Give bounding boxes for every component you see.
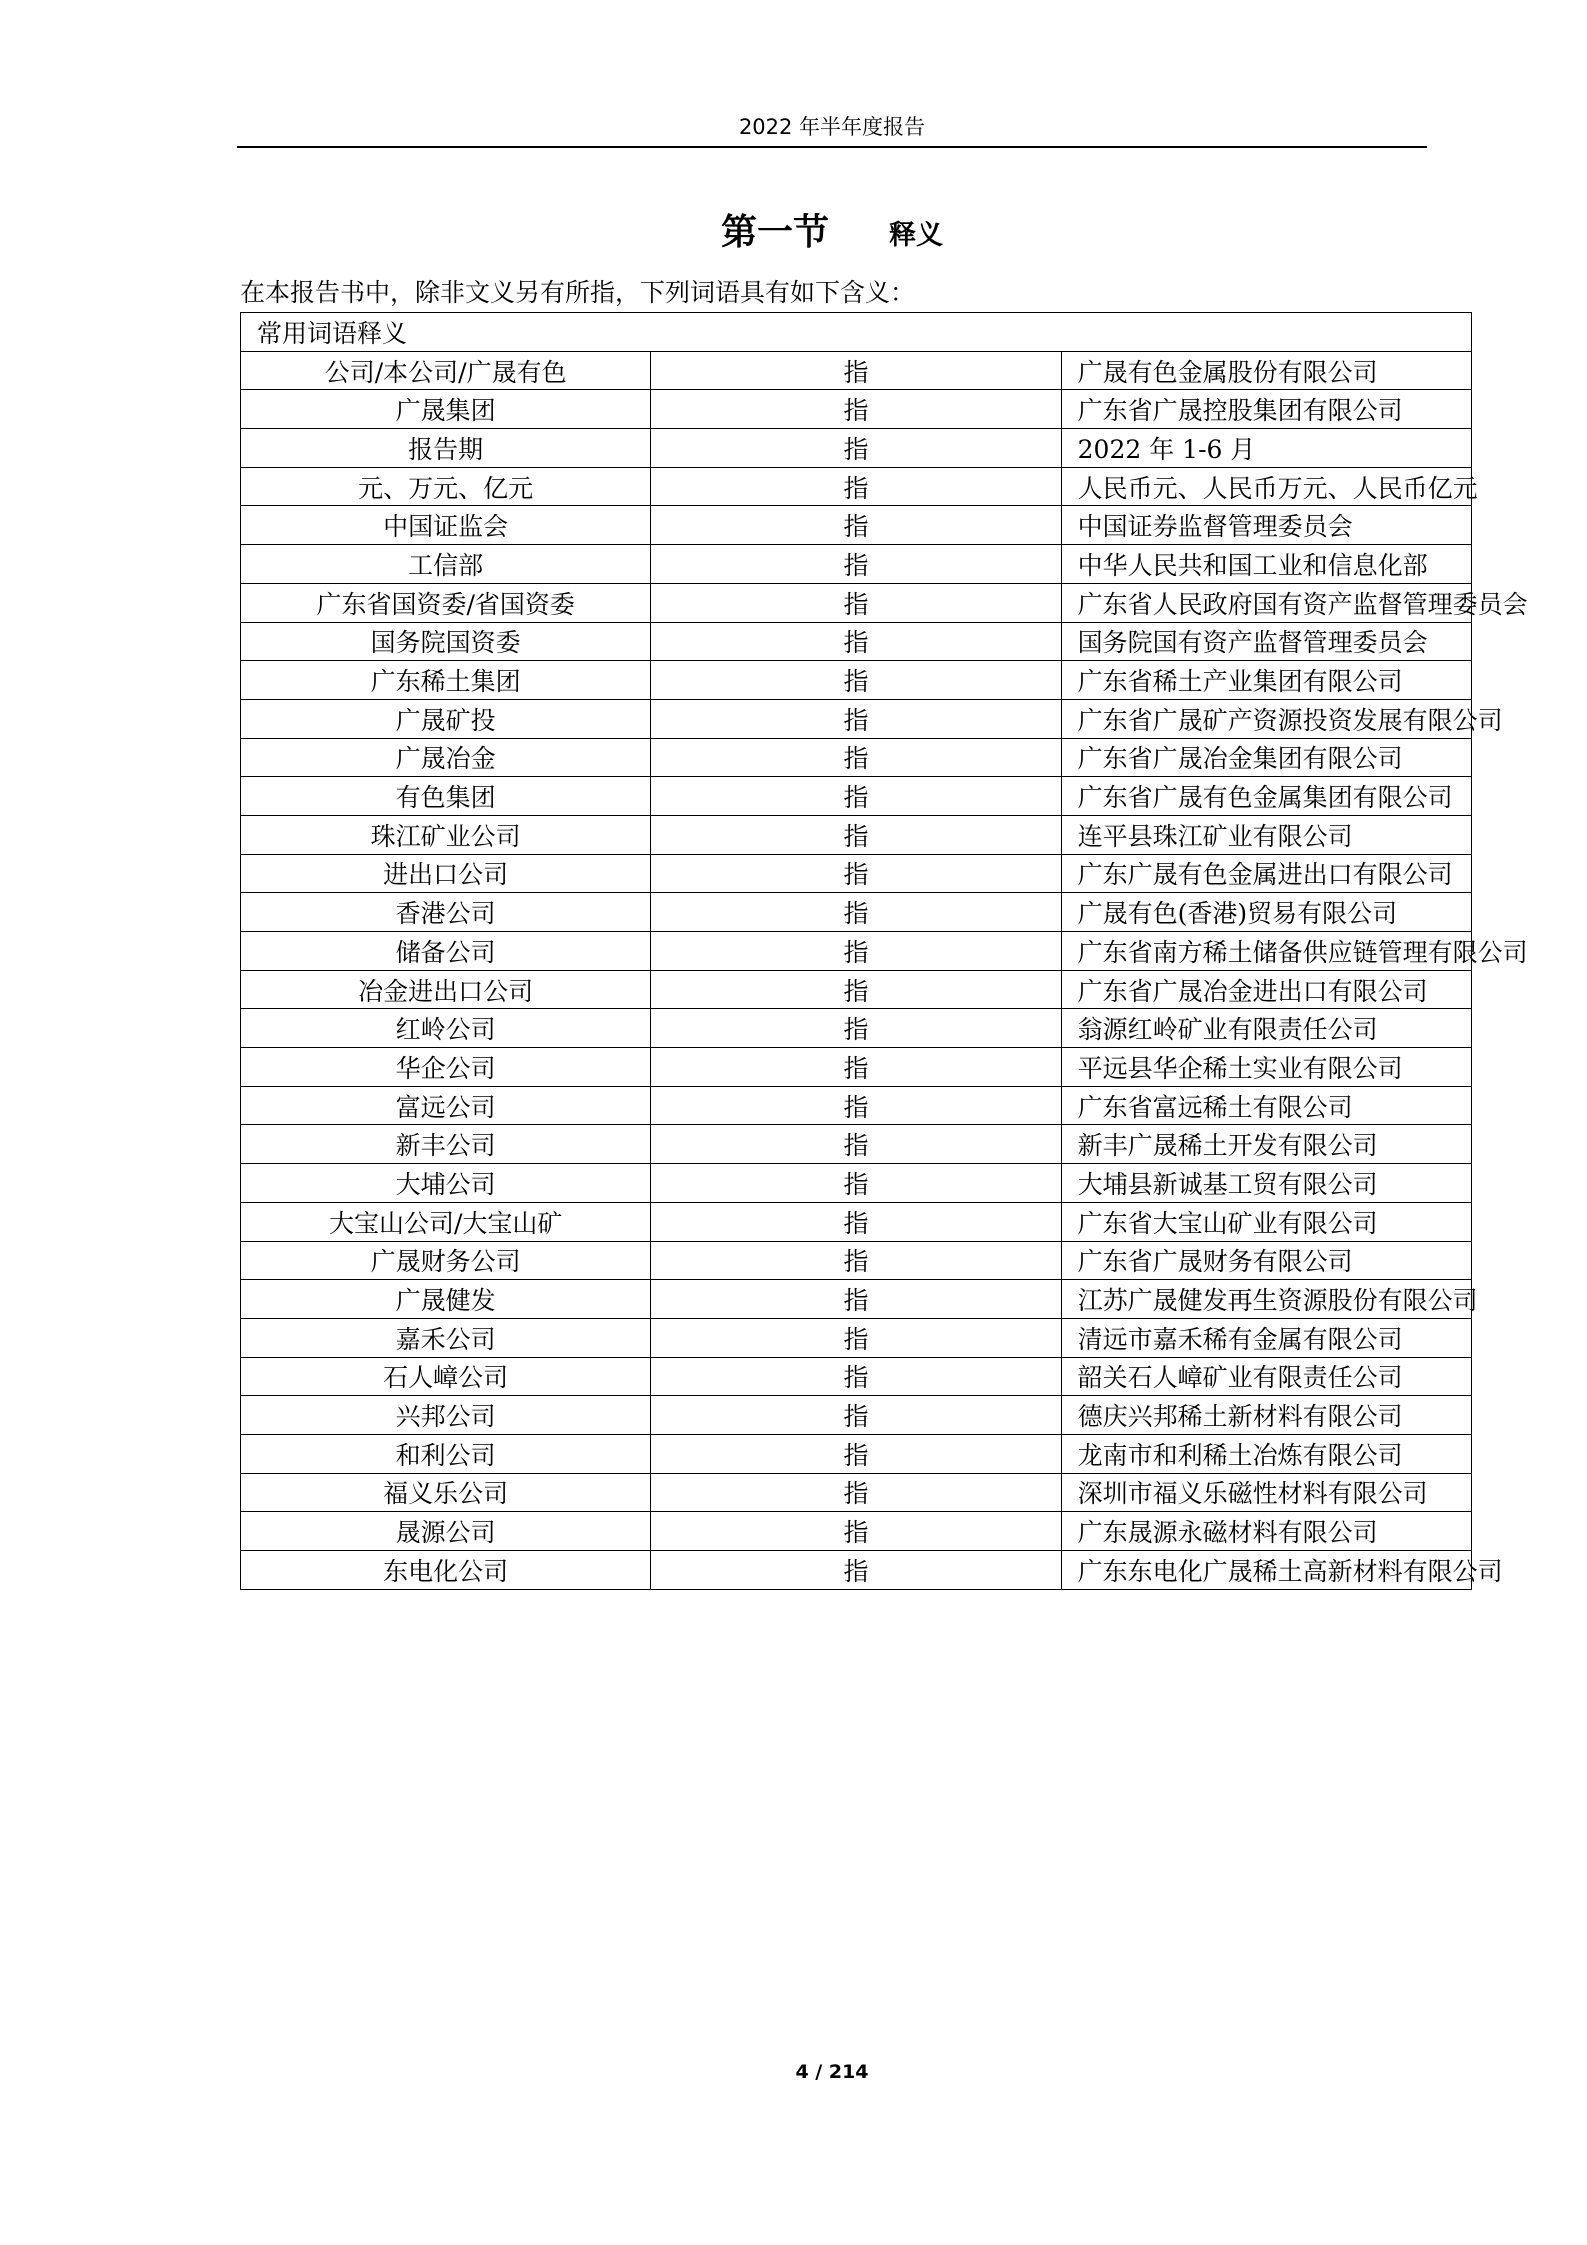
glossary-row <box>241 429 1472 468</box>
glossary-row <box>241 932 1472 971</box>
glossary-ref: 指 <box>651 1357 1061 1396</box>
glossary-term: 广晟矿投 <box>241 699 651 738</box>
glossary-ref: 指 <box>651 1009 1061 1048</box>
glossary-term: 新丰公司 <box>241 1125 651 1164</box>
glossary-term: 进出口公司 <box>241 854 651 893</box>
glossary-ref: 指 <box>651 622 1061 661</box>
glossary-row <box>241 1396 1472 1435</box>
glossary-row <box>241 970 1472 1009</box>
glossary-definition: 国务院国有资产监督管理委员会 <box>1061 622 1471 661</box>
glossary-term: 广晟冶金 <box>241 738 651 777</box>
glossary-definition: 广东省稀土产业集团有限公司 <box>1061 661 1471 700</box>
glossary-ref: 指 <box>651 699 1061 738</box>
glossary-ref: 指 <box>651 1164 1061 1203</box>
glossary-ref: 指 <box>651 506 1061 545</box>
glossary-definition: 广东省人民政府国有资产监督管理委员会 <box>1061 583 1471 622</box>
glossary-definition: 广东晟源永磁材料有限公司 <box>1061 1512 1471 1551</box>
section-title <box>237 204 1427 255</box>
glossary-row <box>241 661 1472 700</box>
glossary-ref: 指 <box>651 1280 1061 1319</box>
glossary-ref: 指 <box>651 545 1061 584</box>
glossary-row <box>241 1434 1472 1473</box>
glossary-term: 有色集团 <box>241 777 651 816</box>
glossary-term: 报告期 <box>241 429 651 468</box>
glossary-group-header-row <box>241 313 1472 352</box>
glossary-ref: 指 <box>651 1512 1061 1551</box>
glossary-term: 工信部 <box>241 545 651 584</box>
glossary-ref: 指 <box>651 815 1061 854</box>
glossary-term: 嘉禾公司 <box>241 1318 651 1357</box>
glossary-row <box>241 622 1472 661</box>
section-number: 第一节 <box>720 212 829 253</box>
glossary-row <box>241 506 1472 545</box>
glossary-ref: 指 <box>651 893 1061 932</box>
glossary-row <box>241 390 1472 429</box>
glossary-term: 储备公司 <box>241 932 651 971</box>
glossary-definition: 龙南市和利稀土冶炼有限公司 <box>1061 1434 1471 1473</box>
glossary-row <box>241 815 1472 854</box>
glossary-term: 广晟健发 <box>241 1280 651 1319</box>
glossary-definition: 连平县珠江矿业有限公司 <box>1061 815 1471 854</box>
glossary-definition: 广东东电化广晟稀土高新材料有限公司 <box>1061 1551 1471 1590</box>
glossary-table-body <box>241 313 1528 1590</box>
glossary-ref: 指 <box>651 1125 1061 1164</box>
glossary-ref: 指 <box>651 970 1061 1009</box>
glossary-row <box>241 1280 1472 1319</box>
glossary-row <box>241 1125 1472 1164</box>
glossary-definition: 广东省广晟冶金进出口有限公司 <box>1061 970 1471 1009</box>
glossary-row <box>241 583 1472 622</box>
glossary-definition: 广东省广晟有色金属集团有限公司 <box>1061 777 1471 816</box>
glossary-table <box>240 312 1528 1590</box>
glossary-term: 大埔公司 <box>241 1164 651 1203</box>
glossary-row <box>241 1086 1472 1125</box>
glossary-term: 广东稀土集团 <box>241 661 651 700</box>
glossary-row <box>241 1164 1472 1203</box>
section-name: 释义 <box>889 220 943 251</box>
glossary-row <box>241 1202 1472 1241</box>
glossary-row <box>241 777 1472 816</box>
glossary-row <box>241 351 1472 390</box>
glossary-term: 公司/本公司/广晟有色 <box>241 351 651 390</box>
glossary-row <box>241 1473 1472 1512</box>
glossary-term: 福义乐公司 <box>241 1473 651 1512</box>
glossary-row <box>241 1551 1472 1590</box>
glossary-row <box>241 545 1472 584</box>
glossary-ref: 指 <box>651 390 1061 429</box>
glossary-ref: 指 <box>651 1396 1061 1435</box>
glossary-ref: 指 <box>651 1434 1061 1473</box>
glossary-term: 晟源公司 <box>241 1512 651 1551</box>
glossary-term: 富远公司 <box>241 1086 651 1125</box>
glossary-row <box>241 738 1472 777</box>
glossary-definition: 广东广晟有色金属进出口有限公司 <box>1061 854 1471 893</box>
glossary-ref: 指 <box>651 467 1061 506</box>
glossary-definition: 广晟有色金属股份有限公司 <box>1061 351 1471 390</box>
glossary-ref: 指 <box>651 1202 1061 1241</box>
glossary-term: 元、万元、亿元 <box>241 467 651 506</box>
glossary-definition: 清远市嘉禾稀有金属有限公司 <box>1061 1318 1471 1357</box>
glossary-definition: 人民币元、人民币万元、人民币亿元 <box>1061 467 1471 506</box>
glossary-row <box>241 1512 1472 1551</box>
glossary-term: 国务院国资委 <box>241 622 651 661</box>
glossary-row <box>241 467 1472 506</box>
glossary-row <box>241 854 1472 893</box>
glossary-ref: 指 <box>651 932 1061 971</box>
page-number: 4 / 214 <box>795 2061 869 2083</box>
glossary-term: 兴邦公司 <box>241 1396 651 1435</box>
glossary-term: 石人嶂公司 <box>241 1357 651 1396</box>
glossary-term: 和利公司 <box>241 1434 651 1473</box>
glossary-term: 东电化公司 <box>241 1551 651 1590</box>
glossary-ref: 指 <box>651 351 1061 390</box>
glossary-ref: 指 <box>651 429 1061 468</box>
glossary-definition: 江苏广晟健发再生资源股份有限公司 <box>1061 1280 1471 1319</box>
glossary-definition: 广晟有色(香港)贸易有限公司 <box>1061 893 1471 932</box>
glossary-term: 大宝山公司/大宝山矿 <box>241 1202 651 1241</box>
glossary-ref: 指 <box>651 854 1061 893</box>
glossary-row <box>241 1318 1472 1357</box>
glossary-definition: 平远县华企稀土实业有限公司 <box>1061 1048 1471 1087</box>
glossary-definition: 韶关石人嶂矿业有限责任公司 <box>1061 1357 1471 1396</box>
glossary-definition: 中国证券监督管理委员会 <box>1061 506 1471 545</box>
glossary-term: 华企公司 <box>241 1048 651 1087</box>
glossary-term: 珠江矿业公司 <box>241 815 651 854</box>
glossary-group-header: 常用词语释义 <box>241 313 1472 352</box>
glossary-ref: 指 <box>651 1473 1061 1512</box>
glossary-definition: 广东省南方稀土储备供应链管理有限公司 <box>1061 932 1471 971</box>
glossary-row <box>241 1241 1472 1280</box>
glossary-definition: 翁源红岭矿业有限责任公司 <box>1061 1009 1471 1048</box>
glossary-ref: 指 <box>651 1551 1061 1590</box>
glossary-definition: 中华人民共和国工业和信息化部 <box>1061 545 1471 584</box>
glossary-ref: 指 <box>651 1048 1061 1087</box>
glossary-definition: 广东省广晟控股集团有限公司 <box>1061 390 1471 429</box>
report-header-title: 2022 年半年度报告 <box>738 115 926 139</box>
glossary-ref: 指 <box>651 583 1061 622</box>
glossary-ref: 指 <box>651 1086 1061 1125</box>
glossary-row <box>241 699 1472 738</box>
glossary-definition: 大埔县新诚基工贸有限公司 <box>1061 1164 1471 1203</box>
glossary-definition: 深圳市福义乐磁性材料有限公司 <box>1061 1473 1471 1512</box>
glossary-definition: 广东省大宝山矿业有限公司 <box>1061 1202 1471 1241</box>
glossary-term: 香港公司 <box>241 893 651 932</box>
glossary-term: 红岭公司 <box>241 1009 651 1048</box>
glossary-term: 广东省国资委/省国资委 <box>241 583 651 622</box>
glossary-definition: 德庆兴邦稀土新材料有限公司 <box>1061 1396 1471 1435</box>
glossary-definition: 广东省富远稀土有限公司 <box>1061 1086 1471 1125</box>
glossary-definition: 新丰广晟稀土开发有限公司 <box>1061 1125 1471 1164</box>
glossary-row <box>241 893 1472 932</box>
glossary-term: 广晟集团 <box>241 390 651 429</box>
glossary-ref: 指 <box>651 1318 1061 1357</box>
glossary-row <box>241 1009 1472 1048</box>
glossary-row <box>241 1048 1472 1087</box>
glossary-ref: 指 <box>651 1241 1061 1280</box>
glossary-definition: 广东省广晟矿产资源投资发展有限公司 <box>1061 699 1471 738</box>
glossary-term: 广晟财务公司 <box>241 1241 651 1280</box>
glossary-term: 冶金进出口公司 <box>241 970 651 1009</box>
glossary-definition: 2022 年 1-6 月 <box>1061 429 1471 468</box>
header-divider <box>237 146 1427 148</box>
intro-paragraph: 在本报告书中，除非文义另有所指，下列词语具有如下含义： <box>240 278 916 307</box>
glossary-definition: 广东省广晟财务有限公司 <box>1061 1241 1471 1280</box>
glossary-row <box>241 1357 1472 1396</box>
glossary-ref: 指 <box>651 738 1061 777</box>
glossary-ref: 指 <box>651 777 1061 816</box>
glossary-ref: 指 <box>651 661 1061 700</box>
glossary-definition: 广东省广晟冶金集团有限公司 <box>1061 738 1471 777</box>
glossary-term: 中国证监会 <box>241 506 651 545</box>
